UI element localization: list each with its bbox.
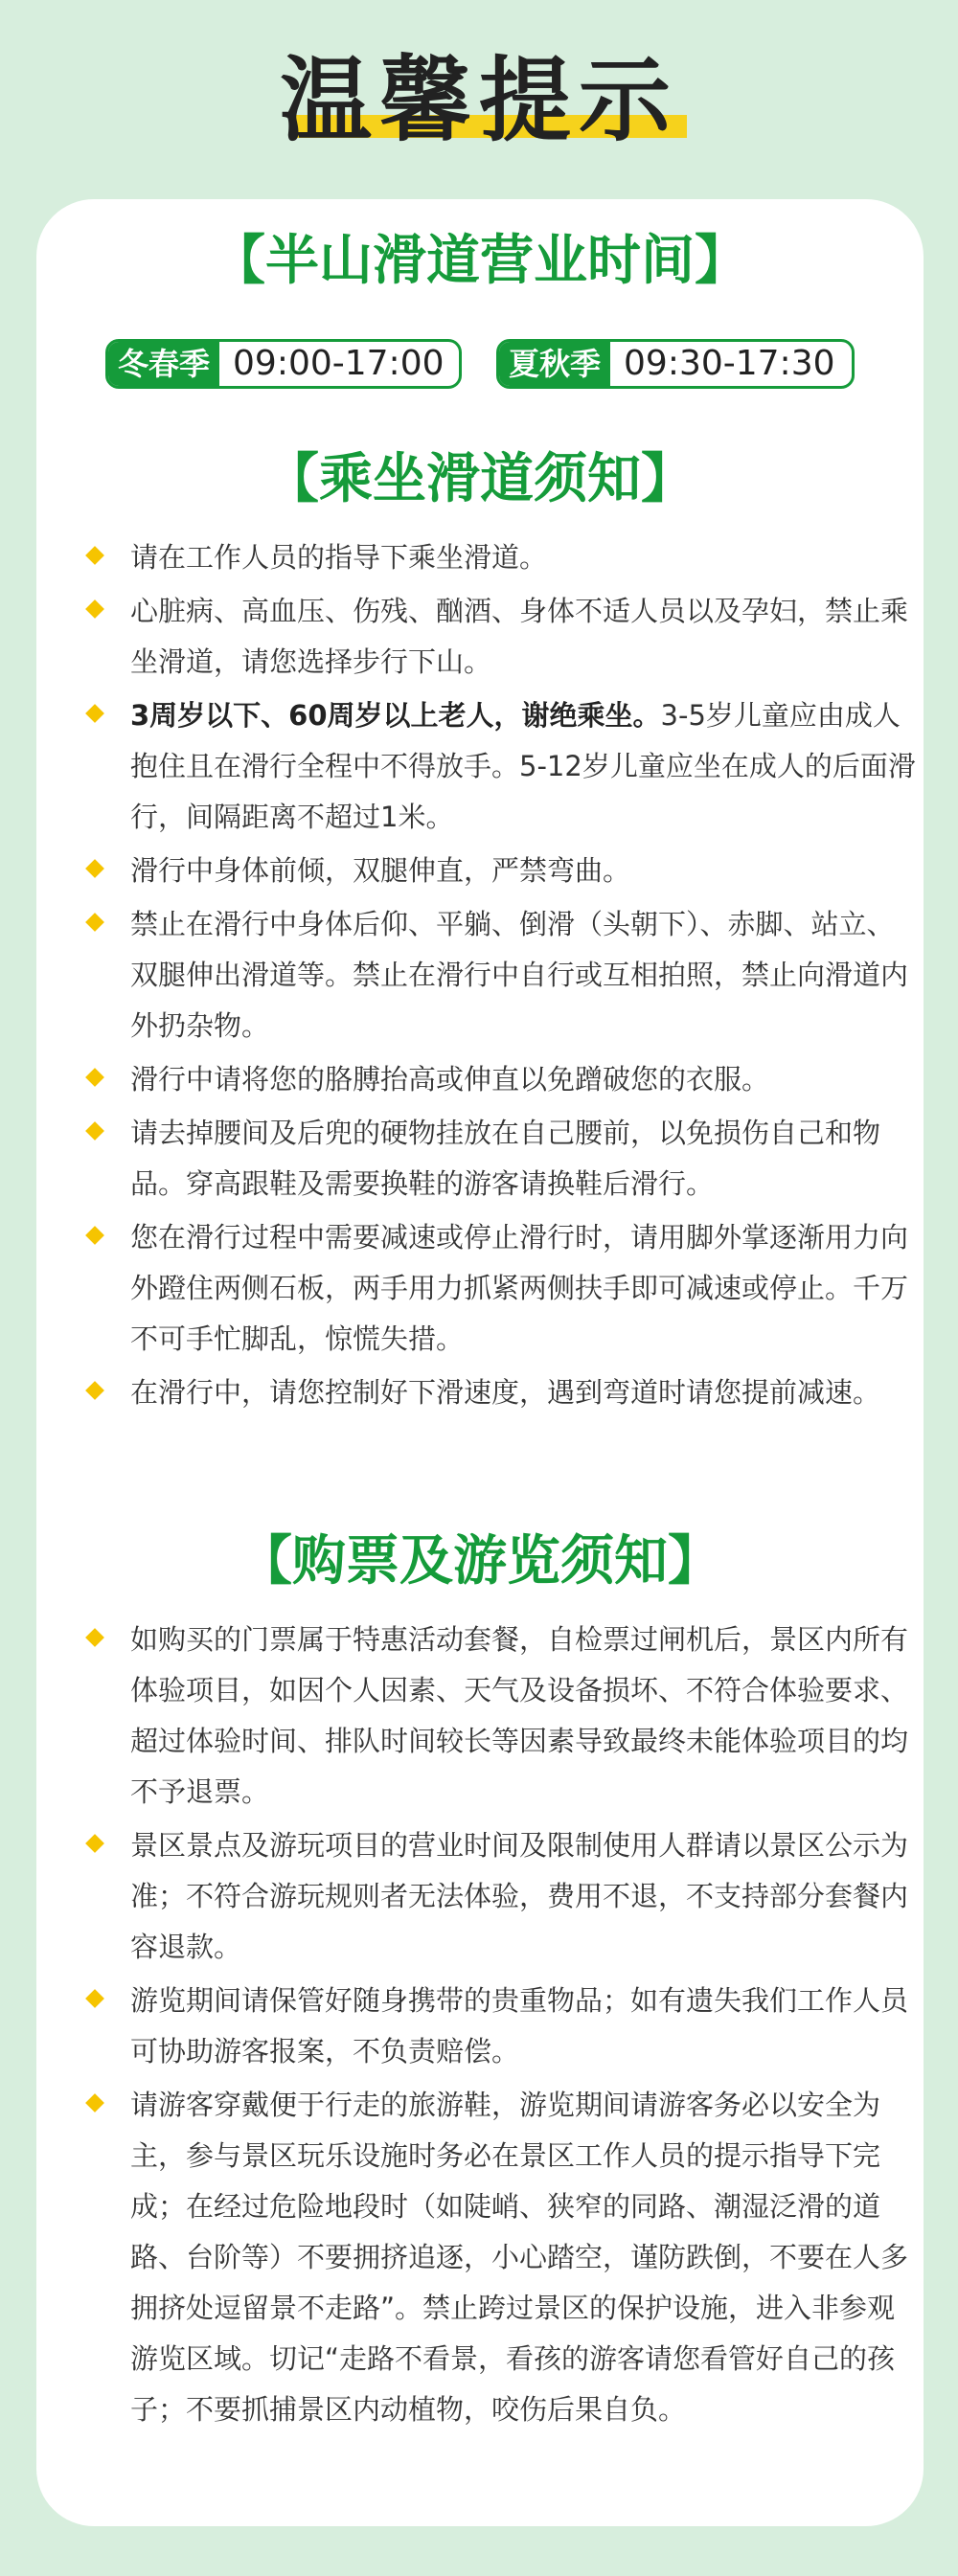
- diamond-bullet-icon: [85, 1121, 104, 1141]
- diamond-bullet-icon: [85, 1989, 104, 2008]
- list-item: 滑行中请将您的胳膊抬高或伸直以免蹭破您的衣服。: [73, 1054, 916, 1105]
- list-item: 游览期间请保管好随身携带的贵重物品；如有遗失我们工作人员可协助游客报案，不负责赔偿。: [73, 1976, 916, 2077]
- diamond-bullet-icon: [85, 704, 104, 723]
- title-wrap: [0, 48, 958, 153]
- season-time: 09:00-17:00: [233, 344, 445, 383]
- diamond-bullet-icon: [85, 859, 104, 878]
- notice-card: [36, 199, 924, 2526]
- season-summer-autumn: [496, 339, 855, 389]
- season-time: 09:30-17:30: [624, 344, 835, 383]
- list-item: 景区景点及游玩项目的营业时间及限制使用人群请以景区公示为准；不符合游玩规则者无法体验，费用不退，不支持部分套餐内容退款。: [73, 1820, 916, 1973]
- diamond-bullet-icon: [85, 599, 104, 619]
- list-item: 禁止在滑行中身体后仰、平躺、倒滑（头朝下）、赤脚、站立、双腿伸出滑道等。禁止在滑行中自行或互相拍照，禁止向滑道内外扔杂物。: [73, 899, 916, 1051]
- diamond-bullet-icon: [85, 546, 104, 565]
- list-item: 请去掉腰间及后兜的硬物挂放在自己腰前，以免损伤自己和物品。穿高跟鞋及需要换鞋的游客请换鞋后滑行。: [73, 1108, 916, 1209]
- list-item: 在滑行中，请您控制好下滑速度，遇到弯道时请您提前减速。: [73, 1367, 916, 1418]
- list-item: 3周岁以下、60周岁以上老人，谢绝乘坐。3-5岁儿童应由成人抱住且在滑行全程中不得放手。5-12岁儿童应坐在成人的后面滑行，间隔距离不超过1米。: [73, 690, 916, 843]
- list-item: 滑行中身体前倾，双腿伸直，严禁弯曲。: [73, 846, 916, 896]
- season-winter-spring: [105, 339, 462, 389]
- ride-notice-list: [73, 532, 916, 1421]
- season-name: 冬春季: [108, 342, 219, 386]
- list-item: 如购买的门票属于特惠活动套餐，自检票过闸机后，景区内所有体验项目，如因个人因素、天气及设备损坏、不符合体验要求、超过体验时间、排队时间较长等因素导致最终未能体验项目的均不予退票。: [73, 1615, 916, 1818]
- list-item: 您在滑行过程中需要减速或停止滑行时，请用脚外掌逐渐用力向外蹬住两侧石板，两手用力抓紧两侧扶手即可减速或停止。千万不可手忙脚乱，惊慌失措。: [73, 1212, 916, 1365]
- diamond-bullet-icon: [85, 1628, 104, 1647]
- hours-title: 【半山滑道营业时间】: [212, 230, 748, 292]
- diamond-bullet-icon: [85, 913, 104, 932]
- ride-title: 【乘坐滑道须知】: [265, 448, 695, 510]
- diamond-bullet-icon: [85, 1068, 104, 1087]
- age-restriction-text: 3周岁以下、60周岁以上老人，谢绝乘坐。: [130, 699, 661, 732]
- diamond-bullet-icon: [85, 1381, 104, 1400]
- list-item: 心脏病、高血压、伤残、酗酒、身体不适人员以及孕妇，禁止乘坐滑道，请您选择步行下山。: [73, 586, 916, 688]
- list-item: 请游客穿戴便于行走的旅游鞋，游览期间请游客务必以安全为主，参与景区玩乐设施时务必在景区工作人员的提示指导下完成；在经过危险地段时（如陡峭、狭窄的同路、潮湿泛滑的道路、台阶等）不要拥挤追逐，小心踏空，谨防跌倒，不要在人多拥挤处逗留景不走路”。禁止跨过景区的保护设施，进入非参观游览区域。切记“走路不看景，看孩的游客请您看管好自己的孩子；不要抓捕景区内动植物，咬伤后果自负。: [73, 2080, 916, 2435]
- diamond-bullet-icon: [85, 1226, 104, 1245]
- diamond-bullet-icon: [85, 1834, 104, 1853]
- page-title: 温馨提示: [280, 47, 678, 154]
- diamond-bullet-icon: [85, 2093, 104, 2113]
- ticket-title: 【购票及游览须知】: [239, 1530, 721, 1593]
- ticket-notice-list: [73, 1615, 916, 2438]
- season-name: 夏秋季: [499, 342, 610, 386]
- list-item: 请在工作人员的指导下乘坐滑道。: [73, 532, 916, 583]
